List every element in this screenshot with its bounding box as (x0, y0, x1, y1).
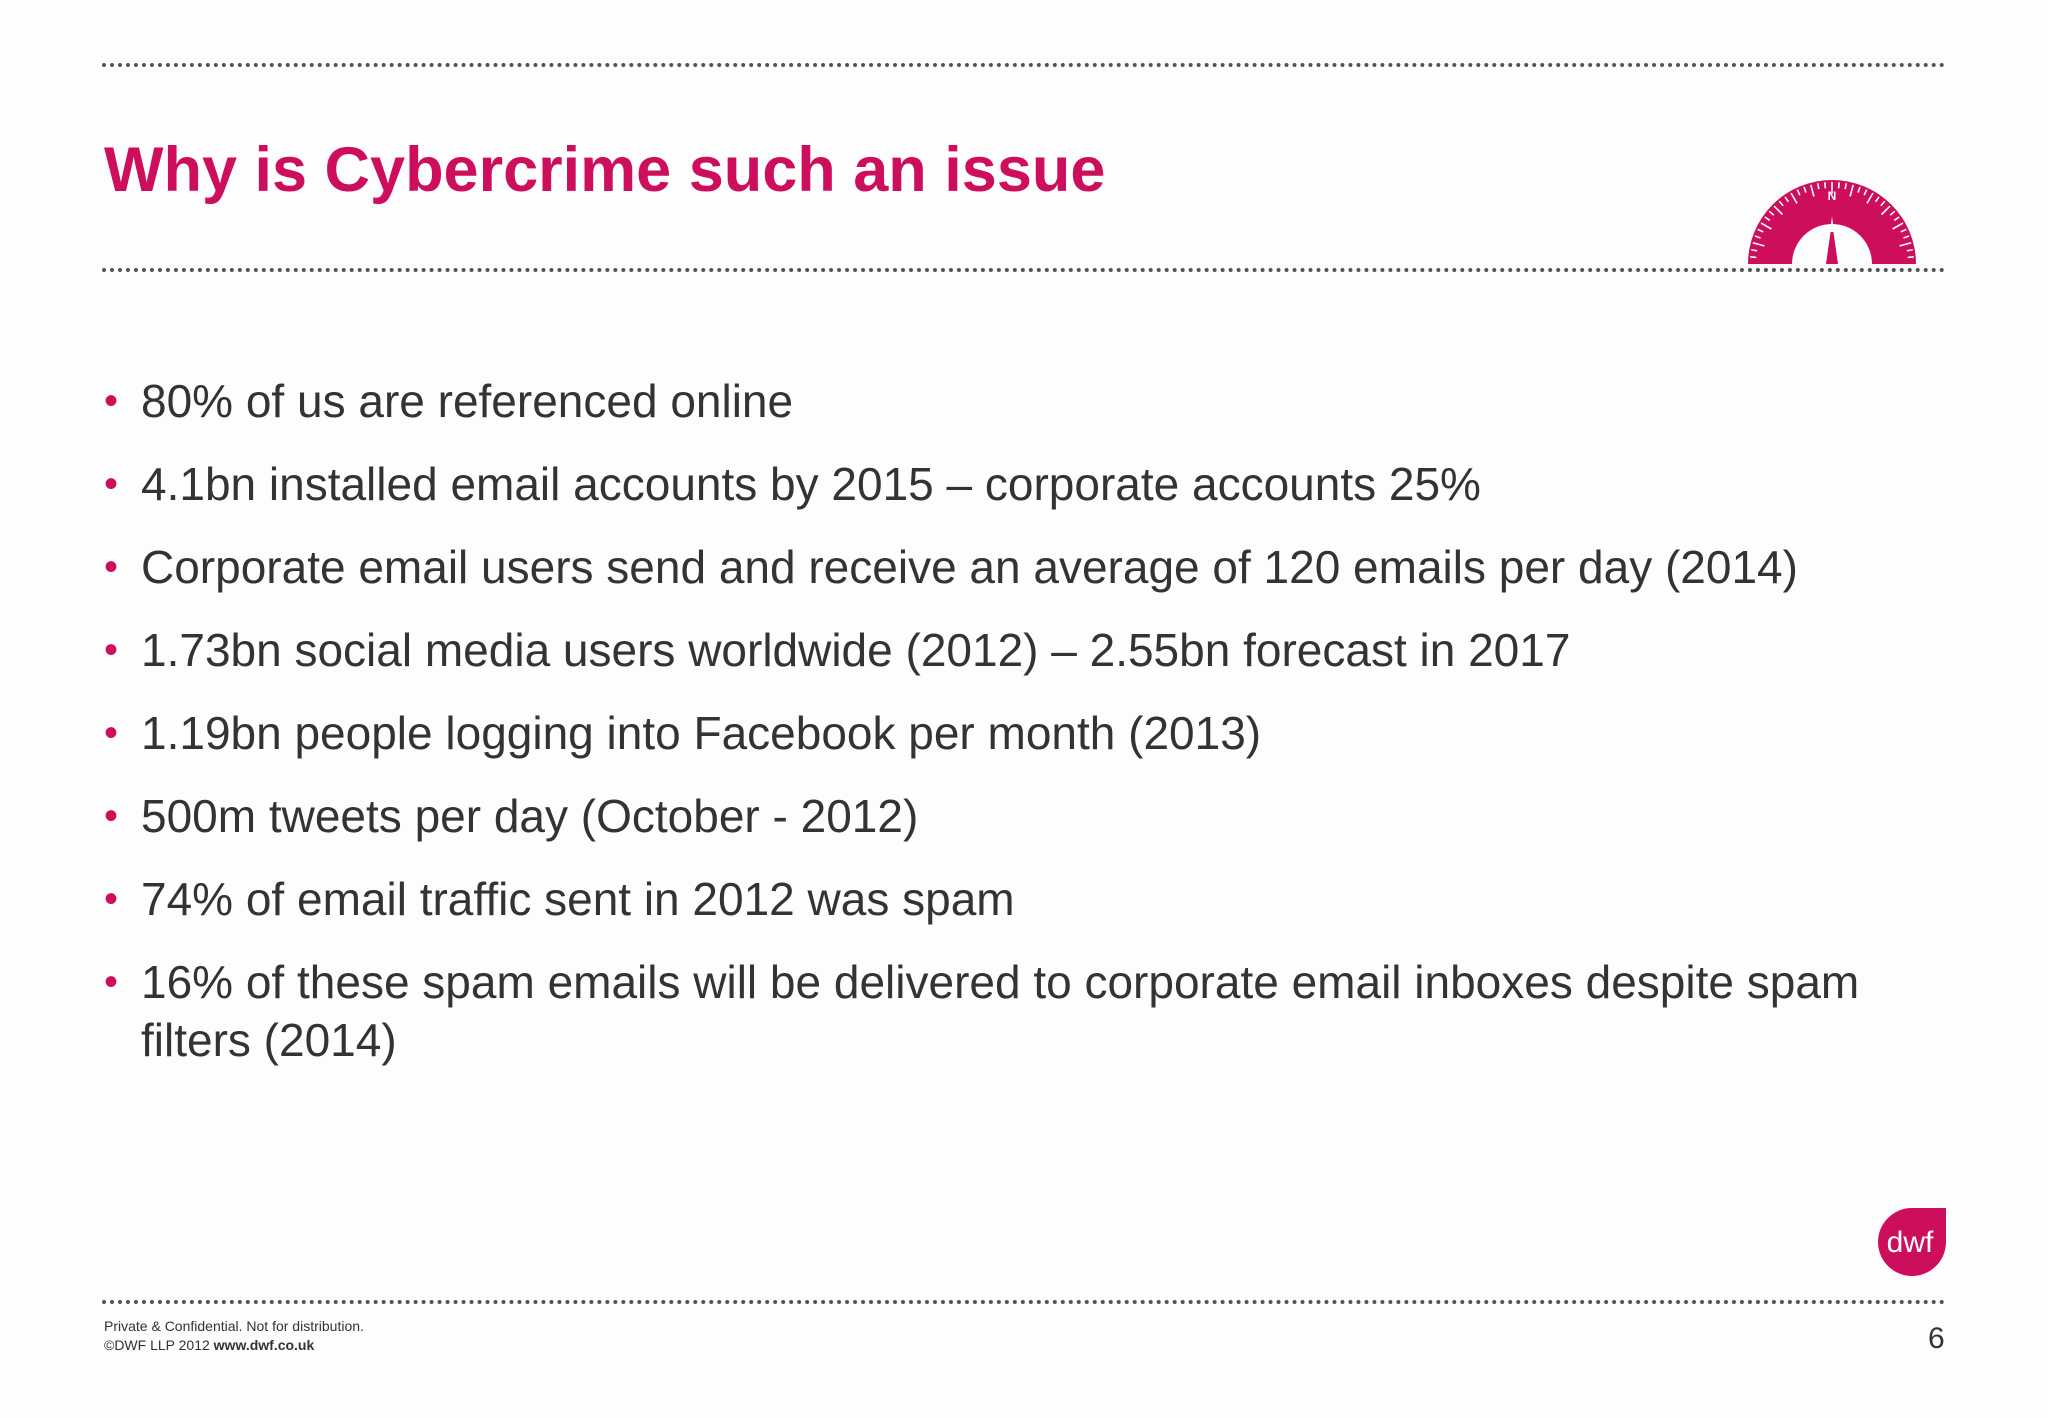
bullet-item (104, 538, 1944, 596)
logo-text: dwf (1886, 1226, 1934, 1259)
compass-tick (1839, 182, 1840, 188)
bullet-dot-icon: • (104, 794, 119, 838)
compass-tick (1907, 250, 1913, 251)
footer (104, 1317, 364, 1355)
compass-tick (1825, 182, 1826, 188)
bullet-item (104, 953, 1944, 1069)
bullet-dot-icon: • (104, 545, 119, 589)
bullet-dot-icon: • (104, 960, 119, 1004)
dwf-logo (1876, 1206, 1948, 1278)
bullet-text: 80% of us are referenced online (141, 375, 794, 427)
bullet-list (104, 372, 1944, 1094)
bullet-item (104, 704, 1944, 762)
compass-tick (1751, 250, 1757, 251)
bullet-item (104, 787, 1944, 845)
copyright-line (104, 1336, 364, 1355)
compass-icon (1746, 176, 1918, 266)
bullet-dot-icon: • (104, 379, 119, 423)
bullet-text: 1.73bn social media users worldwide (2012) – 2.55bn forecast in 2017 (141, 624, 1571, 676)
compass-tick (1845, 183, 1846, 189)
page-number: 6 (1928, 1322, 1945, 1355)
bullet-text: 16% of these spam emails will be delivered to corporate email inboxes despite spam filters (2014) (141, 956, 1860, 1066)
slide-title: Why is Cybercrime such an issue (104, 135, 1106, 205)
compass-tick (1818, 183, 1819, 189)
website-link[interactable]: www.dwf.co.uk (213, 1337, 315, 1353)
bullet-text: 1.19bn people logging into Facebook per month (2013) (141, 707, 1262, 759)
bullet-item (104, 455, 1944, 513)
confidentiality-notice: Private & Confidential. Not for distribution. (104, 1318, 364, 1334)
top-divider (102, 63, 1946, 67)
copyright-text: ©DWF LLP 2012 (104, 1337, 210, 1353)
bullet-text: 4.1bn installed email accounts by 2015 – corporate accounts 25% (141, 458, 1481, 510)
bullet-dot-icon: • (104, 877, 119, 921)
bullet-dot-icon: • (104, 462, 119, 506)
bullet-item (104, 870, 1944, 928)
bullet-text: 500m tweets per day (October - 2012) (141, 790, 919, 842)
compass-north-label: N (1827, 189, 1837, 203)
bullet-item (104, 621, 1944, 679)
bullet-text: 74% of email traffic sent in 2012 was spam (141, 873, 1015, 925)
bullet-item (104, 372, 1944, 430)
bullet-dot-icon: • (104, 711, 119, 755)
footer-divider (102, 1300, 1946, 1304)
compass-tick (1750, 257, 1756, 258)
compass-tick (1908, 257, 1914, 258)
bullet-text: Corporate email users send and receive an average of 120 emails per day (2014) (141, 541, 1798, 593)
title-divider (102, 268, 1946, 272)
bullet-dot-icon: • (104, 628, 119, 672)
